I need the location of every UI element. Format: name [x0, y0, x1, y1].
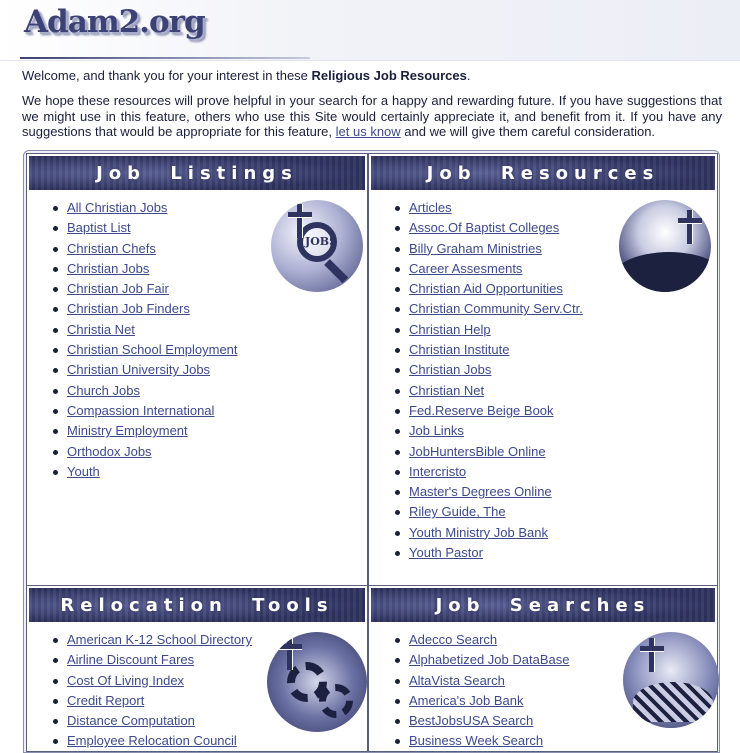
- job_listings-link[interactable]: Ministry Employment: [67, 423, 188, 439]
- job_searches-link[interactable]: BestJobsUSA Search: [409, 713, 534, 729]
- list-item: [409, 218, 583, 238]
- list-item: [67, 259, 238, 279]
- job_resources-link[interactable]: Christian Jobs: [409, 362, 492, 378]
- job_searches-link[interactable]: Alphabetized Job DataBase: [409, 652, 570, 668]
- jobs-magnifier-icon: [271, 200, 363, 292]
- list-item: [409, 543, 583, 563]
- list-item: [409, 299, 583, 319]
- welcome-bold: Religious Job Resources: [311, 68, 467, 83]
- list-item: [409, 421, 583, 441]
- job_searches-link[interactable]: Adecco Search: [409, 632, 498, 647]
- job_resources-link[interactable]: Christian Aid Opportunities: [409, 281, 563, 297]
- job_searches-link[interactable]: America's Job Bank: [409, 692, 524, 708]
- list-item: [409, 502, 583, 522]
- job_searches-link[interactable]: Business Week Search: [409, 733, 544, 749]
- list-item: [409, 340, 583, 360]
- list-item: [67, 381, 238, 401]
- panel-job-listings: [26, 153, 368, 587]
- list-item: [67, 691, 252, 711]
- panel-relocation-tools: [26, 585, 368, 752]
- list-item: [67, 462, 238, 482]
- list-item: [67, 239, 238, 259]
- relocation_tools-link[interactable]: Cost Of Living Index: [67, 672, 185, 688]
- job_listings-link[interactable]: Christian School Employment: [67, 342, 238, 358]
- job_listings-link[interactable]: Christian Jobs: [67, 260, 150, 276]
- header-rule: [20, 57, 310, 59]
- list-item: [67, 198, 238, 218]
- panel-job-searches: [368, 585, 718, 752]
- job_listings-link[interactable]: Church Jobs: [67, 382, 140, 398]
- resource-grid: [23, 150, 720, 753]
- list-item: [409, 279, 583, 299]
- job_resources-link[interactable]: Articles: [409, 200, 452, 215]
- list-item: [67, 218, 238, 238]
- job_resources-link[interactable]: Youth Ministry Job Bank: [409, 524, 548, 540]
- panel-job-resources: [368, 153, 718, 587]
- job_listings-link[interactable]: Compassion International: [67, 402, 215, 418]
- welcome-text: [22, 67, 722, 84]
- job_listings-link[interactable]: Christian Chefs: [67, 240, 156, 256]
- list-item: [409, 381, 583, 401]
- list-item: [67, 731, 252, 751]
- list-item: [409, 442, 583, 462]
- job_resources-link[interactable]: Riley Guide, The: [409, 504, 506, 520]
- intro-body: We hope these resources will prove helpful in your search for a happy and rewarding future. If you have suggestions that we might use in this feature, others who use this Site would certainly appreciate it, and benefit from it. If you have any suggestions that would be appropriate for this feature,: [22, 93, 722, 139]
- job_listings-link[interactable]: Orthodox Jobs: [67, 443, 152, 459]
- job_resources-link[interactable]: Christian Net: [409, 382, 485, 398]
- panel-title-job-resources: Job Resources: [371, 156, 715, 190]
- list-item: [67, 711, 252, 731]
- list-item: [409, 482, 583, 502]
- list-item: [67, 340, 238, 360]
- list-item: [67, 442, 238, 462]
- list-item: [67, 360, 238, 380]
- list-item: [409, 523, 583, 543]
- job_resources-link[interactable]: Master's Degrees Online: [409, 484, 552, 500]
- job_resources-link[interactable]: Career Assesments: [409, 260, 523, 276]
- jobs-art-label: JOBS: [305, 235, 338, 248]
- relocation_tools-link[interactable]: American K-12 School Directory: [67, 632, 252, 647]
- panel-title-job-listings: Job Listings: [29, 156, 365, 190]
- relocation_tools-link[interactable]: Airline Discount Fares: [67, 652, 195, 668]
- relocation_tools-link[interactable]: Distance Computation: [67, 713, 195, 729]
- job_resources-link[interactable]: Billy Graham Ministries: [409, 240, 542, 256]
- job_listings-link[interactable]: Christia Net: [67, 321, 135, 337]
- list-item: [409, 239, 583, 259]
- list-item: [409, 691, 569, 711]
- welcome-suffix: .: [466, 68, 471, 83]
- job_resources-link[interactable]: JobHuntersBible Online: [409, 443, 546, 459]
- list-item: [67, 650, 252, 670]
- job_listings-link[interactable]: Christian University Jobs: [67, 362, 211, 378]
- list-item: [67, 320, 238, 340]
- job_listings-link[interactable]: Christian Job Fair: [67, 281, 169, 297]
- list-item: [67, 630, 252, 650]
- relocation-tools-list: [67, 630, 252, 752]
- maze-cross-icon: [623, 632, 719, 728]
- job_resources-link[interactable]: Christian Help: [409, 321, 491, 337]
- job-searches-list: [409, 630, 569, 752]
- list-item: [409, 360, 583, 380]
- list-item: [409, 462, 583, 482]
- list-item: [409, 259, 583, 279]
- list-item: [409, 731, 569, 751]
- job_searches-link[interactable]: AltaVista Search: [409, 672, 505, 688]
- job_resources-link[interactable]: Fed.Reserve Beige Book: [409, 402, 554, 418]
- job_listings-link[interactable]: Youth: [67, 463, 100, 479]
- site-header: [0, 0, 740, 61]
- gears-icon: [267, 632, 367, 732]
- job_resources-link[interactable]: Christian Institute: [409, 342, 510, 358]
- panel-title-relocation-tools: Relocation Tools: [29, 588, 365, 622]
- panel-title-job-searches: Job Searches: [371, 588, 715, 622]
- list-item: [67, 421, 238, 441]
- job_resources-link[interactable]: Assoc.Of Baptist Colleges: [409, 220, 560, 236]
- list-item: [409, 198, 583, 218]
- intro-suffix: and we will give them careful consideration.: [400, 124, 656, 139]
- job_listings-link[interactable]: Christian Job Finders: [67, 301, 190, 317]
- hilltop-cross-icon: [619, 200, 711, 292]
- list-item: [409, 711, 569, 731]
- list-item: [67, 671, 252, 691]
- intro-paragraph: [22, 93, 722, 140]
- job_resources-link[interactable]: Job Links: [409, 423, 464, 439]
- job_resources-link[interactable]: Intercristo: [409, 463, 467, 479]
- relocation_tools-link[interactable]: Employee Relocation Council: [67, 733, 237, 749]
- welcome-prefix: Welcome, and thank you for your interest in these: [22, 68, 312, 83]
- list-item: [409, 671, 569, 691]
- list-item: [409, 320, 583, 340]
- list-item: [409, 401, 583, 421]
- relocation_tools-link[interactable]: Credit Report: [67, 692, 145, 708]
- job_resources-link[interactable]: Christian Community Serv.Ctr.: [409, 301, 583, 317]
- list-item: [409, 650, 569, 670]
- job_resources-link[interactable]: Youth Pastor: [409, 545, 483, 561]
- list-item: [67, 279, 238, 299]
- site-logo[interactable]: Adam2.org: [24, 4, 205, 40]
- list-item: [67, 401, 238, 421]
- job_listings-link[interactable]: All Christian Jobs: [67, 200, 168, 215]
- list-item: [67, 299, 238, 319]
- let-us-know-link[interactable]: let us know: [335, 124, 401, 139]
- job-resources-list: [409, 198, 583, 563]
- job-listings-list: [67, 198, 238, 482]
- job_listings-link[interactable]: Baptist List: [67, 220, 131, 236]
- list-item: [409, 630, 569, 650]
